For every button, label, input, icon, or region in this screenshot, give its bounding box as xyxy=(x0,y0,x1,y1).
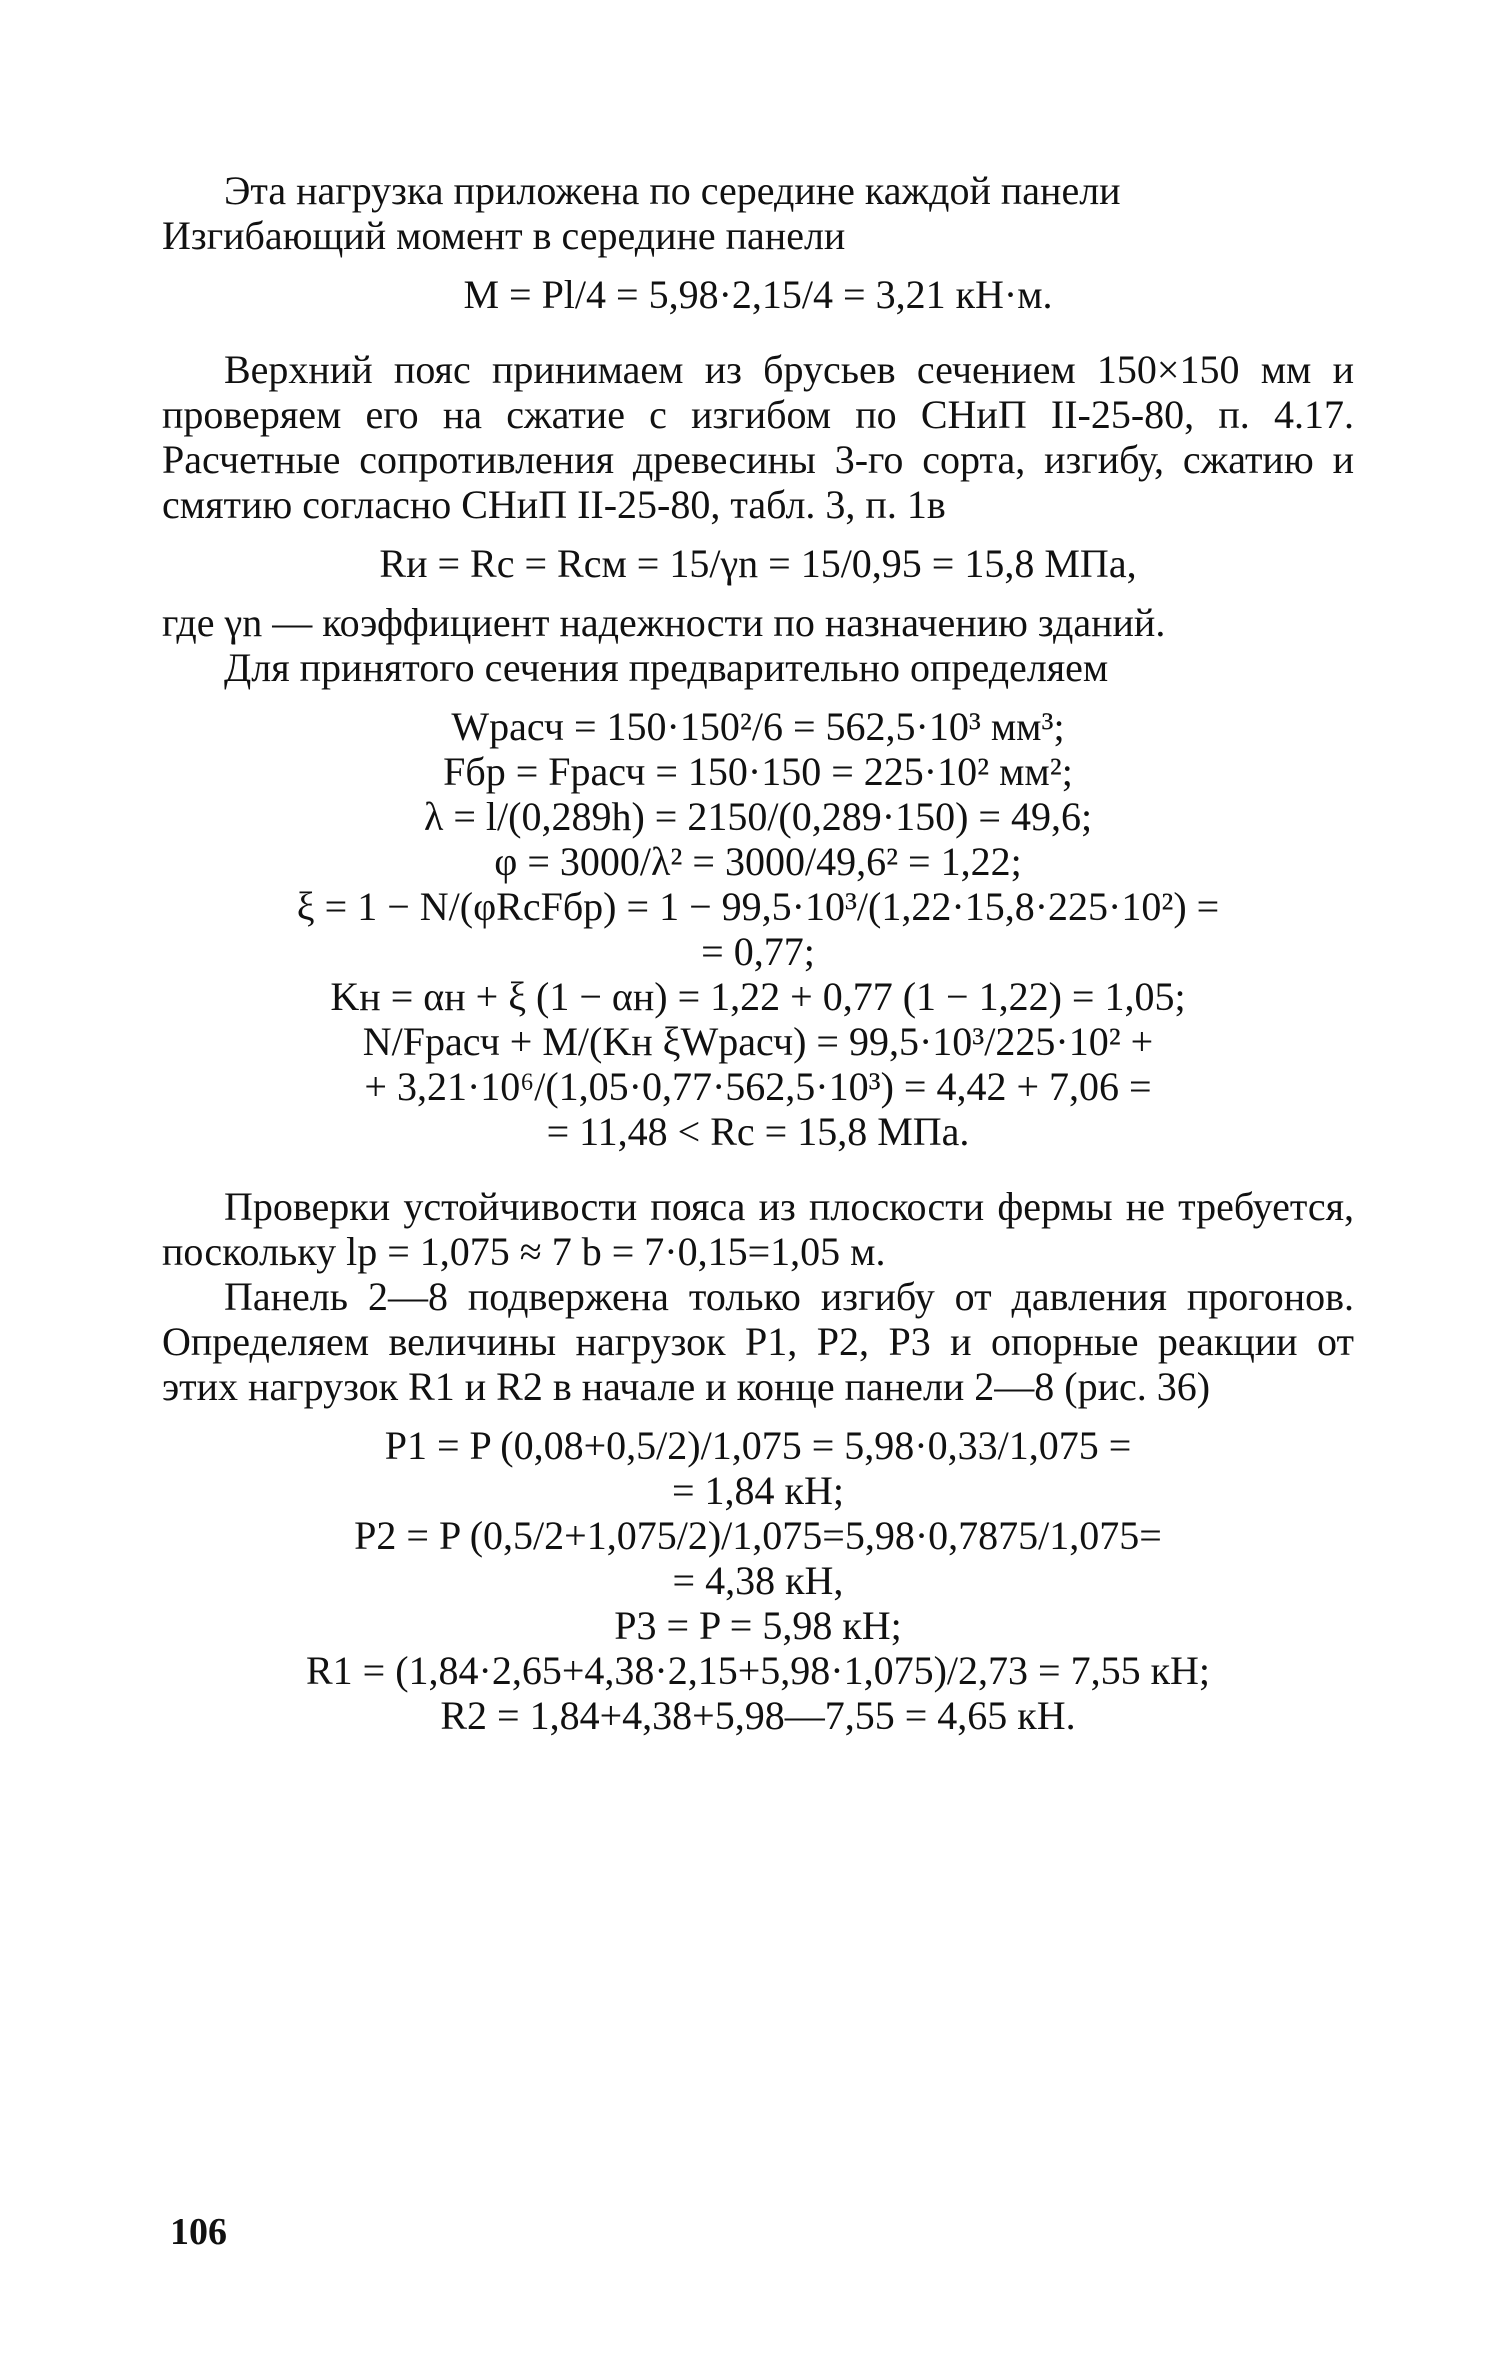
paragraph-line: Для принятого сечения предварительно определяем xyxy=(224,645,1109,690)
paragraph-upper-chord: Верхний пояс принимаем из брусьев сечением 150×150 мм и проверяем его на сжатие с изгибом по СНиП II-25-80, п. 4.17. Расчетные сопротивления древесины 3-го сорта, изгибу, сжатию и смятию согласно СНиП II-25-80, табл. 3, п. 1в xyxy=(162,347,1354,527)
equation-resistance: Rи = Rс = Rсм = 15/γn = 15/0,95 = 15,8 МПа, xyxy=(379,541,1137,586)
paragraph-stability: Проверки устойчивости пояса из плоскости фермы не требуется, поскольку lр = 1,075 ≈ 7 b = 7·0,15=1,05 м. xyxy=(162,1184,1354,1274)
equation-moment: M = Pl/4 = 5,98·2,15/4 = 3,21 кН·м. xyxy=(463,272,1053,317)
equation-p1-line1: P1 = P (0,08+0,5/2)/1,075 = 5,98·0,33/1,075 = xyxy=(384,1423,1132,1468)
equation-p3: P3 = P = 5,98 кН; xyxy=(614,1603,902,1648)
paragraph-line: Эта нагрузка приложена по середине каждой панели xyxy=(224,168,1121,213)
equation-lambda: λ = l/(0,289h) = 2150/(0,289·150) = 49,6; xyxy=(423,794,1093,839)
paragraph-line: Изгибающий момент в середине панели xyxy=(162,213,846,258)
equation-stress-line3: = 11,48 < Rс = 15,8 МПа. xyxy=(546,1109,970,1154)
equation-p1-line2: = 1,84 кН; xyxy=(672,1468,844,1513)
equation-r2: R2 = 1,84+4,38+5,98—7,55 = 4,65 кН. xyxy=(440,1693,1076,1738)
equation-stress-line1: N/Fрасч + M/(Kн ξWрасч) = 99,5·10³/225·10² + xyxy=(362,1019,1154,1064)
equation-p2-line1: P2 = P (0,5/2+1,075/2)/1,075=5,98·0,7875/1,075= xyxy=(354,1513,1162,1558)
equation-xi-line2: = 0,77; xyxy=(701,929,815,974)
equation-r1: R1 = (1,84·2,65+4,38·2,15+5,98·1,075)/2,73 = 7,55 кН; xyxy=(305,1648,1211,1693)
equation-k-coefficient: Kн = αн + ξ (1 − αн) = 1,22 + 0,77 (1 − 1,22) = 1,05; xyxy=(330,974,1186,1019)
page-number: 106 xyxy=(170,2211,227,2253)
equation-w-design: Wрасч = 150·150²/6 = 562,5·10³ мм³; xyxy=(451,704,1065,749)
paragraph-panel-2-8: Панель 2—8 подвержена только изгибу от давления прогонов. Определяем величины нагрузок P1, P2, P3 и опорные реакции от этих нагрузок R1 и R2 в начале и конце панели 2—8 (рис. 36) xyxy=(162,1274,1354,1409)
equation-xi-line1: ξ = 1 − N/(φRсFбр) = 1 − 99,5·10³/(1,22·15,8·225·10²) = xyxy=(296,884,1220,929)
equation-phi: φ = 3000/λ² = 3000/49,6² = 1,22; xyxy=(494,839,1022,884)
equation-f-area: Fбр = Fрасч = 150·150 = 225·10² мм²; xyxy=(443,749,1073,794)
equation-stress-line2: + 3,21·10⁶/(1,05·0,77·562,5·10³) = 4,42 + 7,06 = xyxy=(364,1064,1152,1109)
paragraph-line: где γn — коэффициент надежности по назначению зданий. xyxy=(162,600,1166,645)
text-column xyxy=(162,168,1354,1738)
equation-p2-line2: = 4,38 кН, xyxy=(672,1558,844,1603)
